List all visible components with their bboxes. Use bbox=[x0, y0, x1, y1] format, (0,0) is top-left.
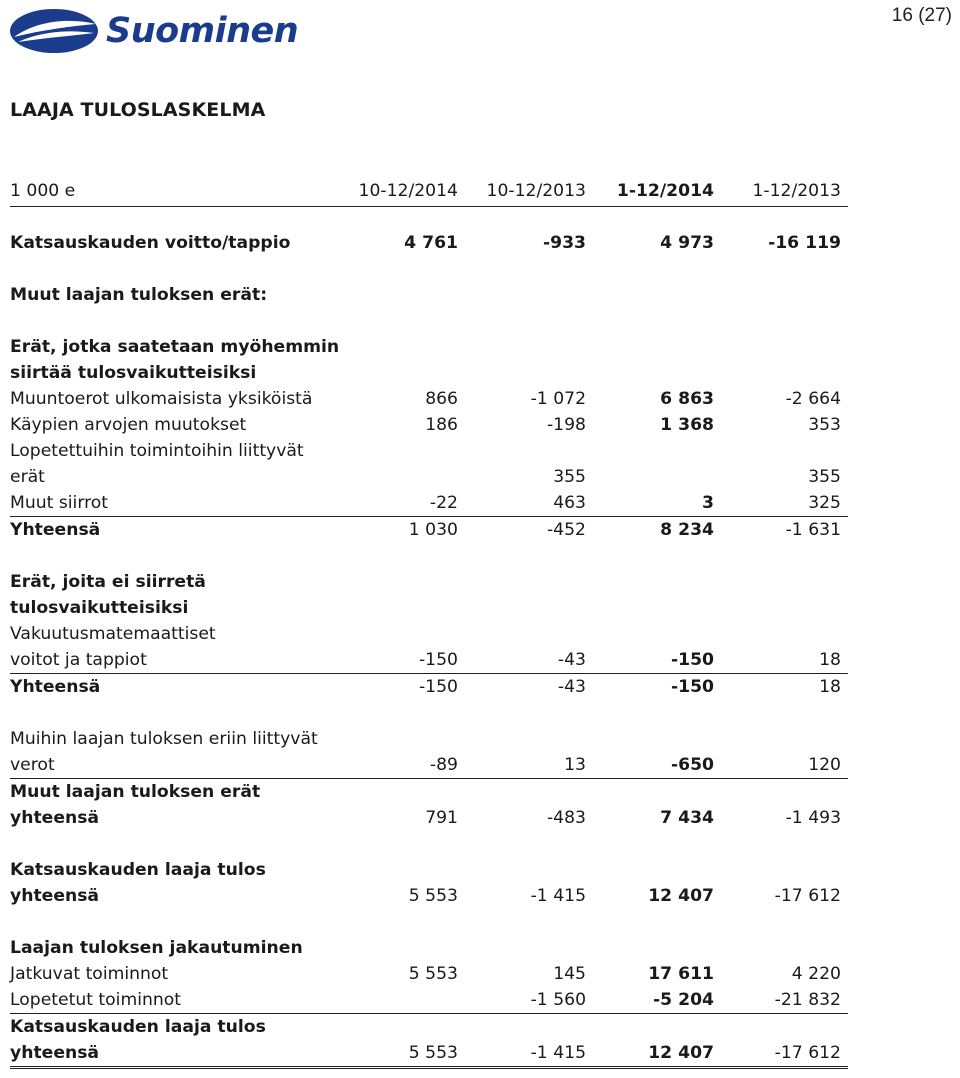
table-row bbox=[10, 412, 848, 438]
cell: -452 bbox=[546, 520, 586, 540]
cell: 4 761 bbox=[404, 233, 458, 253]
row-label: Laajan tuloksen jakautuminen bbox=[10, 938, 303, 958]
row-label: Lopetettuihin toimintoihin liittyvät bbox=[10, 441, 304, 461]
cell: -5 204 bbox=[653, 990, 714, 1010]
logo-swoosh-icon bbox=[8, 6, 100, 56]
cell: 17 611 bbox=[648, 964, 714, 984]
cell: 791 bbox=[425, 808, 458, 828]
row-label: Yhteensä bbox=[10, 520, 101, 540]
cell: -150 bbox=[670, 650, 714, 670]
income-statement-table bbox=[10, 176, 848, 1069]
page-title: LAAJA TULOSLASKELMA bbox=[10, 99, 266, 121]
row-label: Muuntoerot ulkomaisista yksiköistä bbox=[10, 389, 313, 409]
cell: 186 bbox=[425, 415, 458, 435]
cell: 5 553 bbox=[408, 964, 458, 984]
suominen-logo bbox=[8, 6, 328, 56]
cell: 13 bbox=[564, 755, 586, 775]
cell: 18 bbox=[819, 677, 841, 697]
table-row bbox=[10, 490, 848, 517]
cell: 6 863 bbox=[660, 389, 714, 409]
table-header-row bbox=[10, 176, 848, 207]
row-label: siirtää tulosvaikutteisiksi bbox=[10, 363, 257, 383]
cell: -150 bbox=[418, 650, 458, 670]
row-label: Lopetetut toiminnot bbox=[10, 990, 182, 1010]
row-label: Erät, joita ei siirretä bbox=[10, 572, 206, 592]
cell: 12 407 bbox=[648, 1043, 714, 1063]
row-label: Jatkuvat toiminnot bbox=[10, 964, 169, 984]
table-row bbox=[10, 961, 848, 987]
cell: 463 bbox=[553, 493, 586, 513]
cell: 5 553 bbox=[408, 886, 458, 906]
row-label: Muut siirrot bbox=[10, 493, 109, 513]
cell: -150 bbox=[418, 677, 458, 697]
cell: -21 832 bbox=[774, 990, 841, 1010]
cell: -933 bbox=[542, 233, 586, 253]
row-label: Katsauskauden voitto/tappio bbox=[10, 233, 291, 253]
row-label: Muihin laajan tuloksen eriin liittyvät bbox=[10, 729, 318, 749]
cell: 5 553 bbox=[408, 1043, 458, 1063]
row-label: tulosvaikutteisiksi bbox=[10, 598, 189, 618]
cell: 4 973 bbox=[660, 233, 714, 253]
section-heading bbox=[10, 935, 848, 961]
header-col1: 10-12/2014 bbox=[358, 181, 458, 201]
cell: -198 bbox=[546, 415, 586, 435]
table-row bbox=[10, 230, 848, 256]
cell: 1 368 bbox=[660, 415, 714, 435]
cell: -17 612 bbox=[774, 886, 841, 906]
section-heading bbox=[10, 779, 848, 805]
cell: -16 119 bbox=[768, 233, 841, 253]
row-label: yhteensä bbox=[10, 886, 100, 906]
cell: -43 bbox=[557, 677, 586, 697]
subtotal-row bbox=[10, 805, 848, 831]
table-row bbox=[10, 987, 848, 1014]
subtotal-row bbox=[10, 674, 848, 700]
logo-brand-text: Suominen bbox=[106, 11, 299, 51]
total-row bbox=[10, 883, 848, 909]
cell: -1 072 bbox=[530, 389, 586, 409]
row-label: Erät, jotka saatetaan myöhemmin bbox=[10, 337, 340, 357]
cell: -22 bbox=[429, 493, 458, 513]
row-label: Katsauskauden laaja tulos bbox=[10, 1017, 266, 1037]
cell: 4 220 bbox=[791, 964, 841, 984]
cell: -1 415 bbox=[530, 1043, 586, 1063]
cell: 3 bbox=[702, 493, 714, 513]
cell: -1 560 bbox=[530, 990, 586, 1010]
header-col3: 1-12/2014 bbox=[616, 181, 714, 201]
row-label: Muut laajan tuloksen erät: bbox=[10, 285, 268, 305]
row-label: Käypien arvojen muutokset bbox=[10, 415, 247, 435]
cell: 18 bbox=[819, 650, 841, 670]
section-heading bbox=[10, 569, 848, 595]
cell: 120 bbox=[808, 755, 841, 775]
cell: -17 612 bbox=[774, 1043, 841, 1063]
cell: 12 407 bbox=[648, 886, 714, 906]
cell: 355 bbox=[553, 467, 586, 487]
header-unit: 1 000 e bbox=[10, 181, 76, 201]
table-row bbox=[10, 752, 848, 779]
row-label: voitot ja tappiot bbox=[10, 650, 147, 670]
subtotal-row bbox=[10, 517, 848, 543]
cell: 8 234 bbox=[660, 520, 714, 540]
total-row bbox=[10, 1040, 848, 1069]
section-heading bbox=[10, 595, 848, 621]
row-label: yhteensä bbox=[10, 1043, 100, 1063]
cell: 1 030 bbox=[408, 520, 458, 540]
table-row bbox=[10, 464, 848, 490]
cell: 866 bbox=[425, 389, 458, 409]
cell: -2 664 bbox=[785, 389, 841, 409]
table-row bbox=[10, 386, 848, 412]
header-col2: 10-12/2013 bbox=[486, 181, 586, 201]
table-row bbox=[10, 438, 848, 464]
section-heading bbox=[10, 360, 848, 386]
row-label: Vakuutusmatemaattiset bbox=[10, 624, 216, 644]
header-col4: 1-12/2013 bbox=[752, 181, 841, 201]
cell: 355 bbox=[808, 467, 841, 487]
cell: -89 bbox=[429, 755, 458, 775]
section-heading bbox=[10, 1014, 848, 1040]
row-label: Muut laajan tuloksen erät bbox=[10, 782, 261, 802]
cell: -43 bbox=[557, 650, 586, 670]
cell: 7 434 bbox=[660, 808, 714, 828]
table-row bbox=[10, 621, 848, 647]
cell: 325 bbox=[808, 493, 841, 513]
row-label: Yhteensä bbox=[10, 677, 101, 697]
section-heading bbox=[10, 857, 848, 883]
table-row bbox=[10, 647, 848, 674]
row-label: erät bbox=[10, 467, 45, 487]
page-number: 16 (27) bbox=[891, 5, 952, 26]
cell: -650 bbox=[670, 755, 714, 775]
cell: -1 493 bbox=[785, 808, 841, 828]
cell: 353 bbox=[808, 415, 841, 435]
cell: -1 415 bbox=[530, 886, 586, 906]
row-label: verot bbox=[10, 755, 55, 775]
table-row bbox=[10, 726, 848, 752]
cell: 145 bbox=[553, 964, 586, 984]
section-heading bbox=[10, 334, 848, 360]
cell: -1 631 bbox=[785, 520, 841, 540]
section-heading bbox=[10, 282, 848, 308]
cell: -483 bbox=[546, 808, 586, 828]
row-label: yhteensä bbox=[10, 808, 100, 828]
cell: -150 bbox=[670, 677, 714, 697]
row-label: Katsauskauden laaja tulos bbox=[10, 860, 266, 880]
